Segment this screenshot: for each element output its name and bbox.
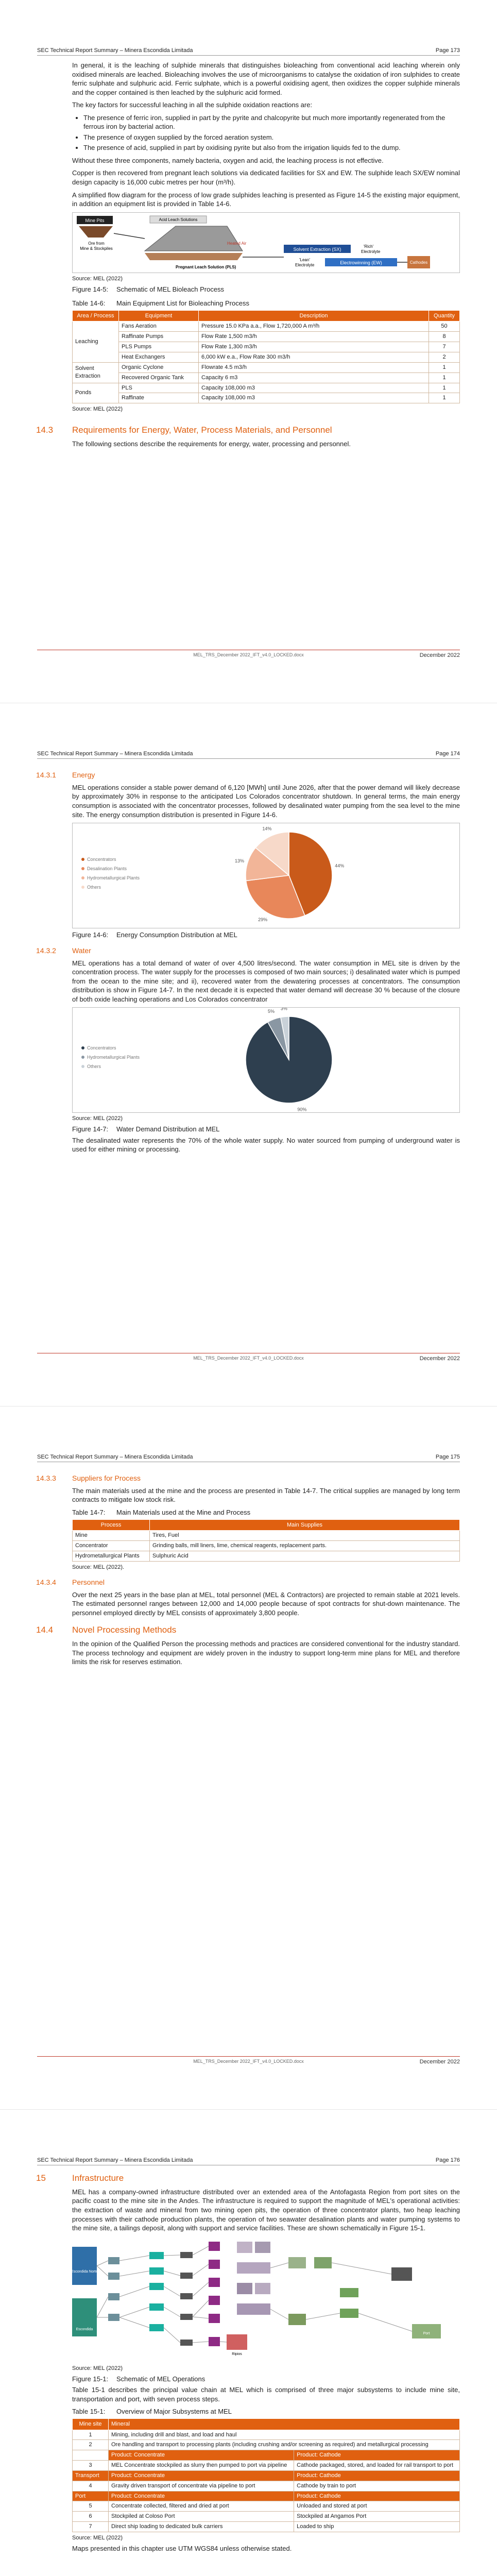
process-icons [108, 2257, 119, 2321]
paragraph: The main materials used at the mine and the process are presented in Table 14-7. The critical supplies are managed by long term contracts to mitigate low stock risk. [72, 1486, 460, 1504]
flow-line [193, 2246, 209, 2343]
figure-title: Schematic of MEL Operations [116, 2375, 205, 2383]
table-cell: Mining, including drill and blast, and load and haul [109, 2430, 460, 2440]
label-escondida: Escondida [76, 2327, 93, 2331]
legend-swatch [81, 858, 84, 861]
equipment-table [72, 310, 460, 404]
table-cell: Capacity 108,000 m3 [199, 383, 429, 393]
table-number: Table 14-6: [72, 299, 106, 308]
bullet-item: • The presence of acid, supplied in part by oxidising pyrite but also from the irrigation liquids fed to the dump. [83, 143, 460, 152]
table-row [73, 342, 460, 352]
figure-caption [72, 2375, 460, 2384]
ripios-image [227, 2334, 247, 2350]
label-pls: Pregnant Leach Solution (PLS) [176, 264, 236, 269]
table-cell: Organic Cyclone [119, 362, 199, 372]
image-escondida-norte [72, 2247, 97, 2285]
table-source: Source: MEL (2022) [72, 406, 123, 413]
figure-source: Source: MEL (2022) [72, 2365, 123, 2371]
subsystems-table [72, 2418, 460, 2532]
table-cell: Product: Cathode [294, 2450, 460, 2461]
process-icon [149, 2324, 164, 2331]
paragraph: In general, it is the leaching of sulphide minerals that distinguishes bioleaching from conventional acid leaching wherein only oxidised minerals are leached. Bioleaching involves the use of microorganisms to catalyse the oxidation of iron sulphides to create ferric sulphate and sulphuric acid. Ferric sulphate, which is a powerful oxidising agent, then oxidizes the copper sulphide minerals and the copper contained is then leached by the sulphuric acid formed. [72, 61, 460, 96]
table-row [73, 2501, 460, 2512]
page-176 [0, 2110, 497, 2576]
table-cell: Product: Concentrate [109, 2450, 294, 2461]
legend-swatch [81, 867, 84, 870]
table-cell: Capacity 6 m3 [199, 372, 429, 383]
subsection-heading [36, 1473, 460, 1483]
label-cathodes: Cathodes [409, 260, 428, 265]
plant-icon [209, 2296, 220, 2305]
table-header: Process [73, 1519, 150, 1531]
table-cell: Loaded to ship [294, 2522, 460, 2532]
figure-number: Figure 14-5: [72, 285, 109, 293]
table-number: Table 15-1: [72, 2408, 106, 2416]
subsection-heading [36, 946, 460, 956]
footer-filename: MEL_TRS_December 2022_IFT_v4.0_LOCKED.docx [193, 652, 304, 657]
page-175 [0, 1406, 497, 2109]
table-row [73, 2440, 460, 2450]
figure-source: Source: MEL (2022) [72, 1115, 123, 1122]
pie-data-label: 14% [262, 826, 272, 832]
table-cell: 1 [429, 362, 460, 372]
paragraph: The key factors for successful leaching in all the sulphide oxidation reactions are: [72, 101, 313, 109]
table-row [73, 2430, 460, 2440]
paragraph: Copper is then recovered from pregnant leach solutions via dedicated facilities for SX and EW. The sulphide leach SX/EW nominal design capacity is 16,000 cubic metres per hour (m³/h). [72, 169, 460, 187]
table-cell: Recovered Organic Tank [119, 372, 199, 383]
table-cell-area: Leaching [73, 321, 119, 362]
port-image [412, 2324, 441, 2338]
table-cell: Concentrator [73, 1541, 150, 1551]
table-cell: Port [73, 2491, 109, 2501]
header-title: SEC Technical Report Summary – Minera Escondida Limitada [37, 1454, 193, 1460]
table-caption [72, 2407, 460, 2416]
flow-line [220, 2263, 412, 2342]
label-port: Port [423, 2331, 430, 2335]
table-cell: 7 [429, 342, 460, 352]
process-icon [108, 2293, 119, 2300]
paragraph: Maps presented in this chapter use UTM WGS84 unless otherwise stated. [72, 2544, 292, 2552]
table-cell: 4 [73, 2481, 109, 2491]
footer-filename: MEL_TRS_December 2022_IFT_v4.0_LOCKED.docx [193, 1355, 304, 1361]
process-icon [149, 2252, 164, 2259]
table-cell: Cathode packaged, stored, and loaded for rail transport to port [294, 2461, 460, 2471]
energy-pie-chart [73, 823, 459, 928]
pie-data-label: 3% [280, 1008, 287, 1011]
plant-icon [209, 2242, 220, 2251]
table-cell: Product: Cathode [294, 2470, 460, 2481]
table-cell: 5 [73, 2501, 109, 2512]
table-cell: Gravity driven transport of concentrate via pipeline to port [109, 2481, 294, 2491]
figure-title: Schematic of MEL Bioleach Process [116, 285, 225, 293]
legend-entry: Concentrators [87, 1045, 116, 1051]
table-number: Table 14-7: [72, 1508, 106, 1516]
table-cell: 1 [429, 383, 460, 393]
pls-channel [145, 253, 243, 260]
table-cell: MEL Concentrate stockpiled as slurry then pumped to port via pipeline [109, 2461, 294, 2471]
page-number: Page 175 [435, 1454, 460, 1460]
facility-image [237, 2262, 270, 2274]
table-caption [72, 299, 460, 308]
figure-caption [72, 285, 460, 294]
table-cell: Flow Rate 1,500 m3/h [199, 332, 429, 342]
equipment-icon [180, 2340, 193, 2346]
legend-entry: Others [87, 1064, 101, 1070]
process-icon [149, 2267, 164, 2275]
table-header: Description [199, 310, 429, 321]
table-cell [73, 2450, 109, 2461]
table-cell: Tires, Fuel [150, 1531, 460, 1541]
pie-data-label: 13% [234, 858, 244, 864]
table-header: Mine site [73, 2418, 109, 2430]
table-cell: Hydrometallurgical Plants [73, 1551, 150, 1562]
section-title: Requirements for Energy, Water, Process Materials, and Personnel [72, 425, 332, 435]
equipment-icon [180, 2293, 193, 2299]
section-title: Infrastructure [72, 2173, 124, 2183]
table-cell: PLS [119, 383, 199, 393]
pie-data-label: 29% [258, 917, 268, 923]
label-escondida-norte: Escondida Norte [72, 2269, 98, 2274]
equipment-icon [180, 2314, 193, 2320]
table-cell: Sulphuric Acid [150, 1551, 460, 1562]
table-cell: Mine [73, 1531, 150, 1541]
header-title: SEC Technical Report Summary – Minera Escondida Limitada [37, 47, 193, 54]
table-row [73, 2450, 460, 2461]
legend-entry: Concentrators [87, 857, 116, 862]
energy-pie-figure [72, 823, 460, 928]
table-row [73, 2522, 460, 2532]
page-footer [37, 2056, 460, 2065]
pit-shape [79, 226, 113, 238]
table-cell: Product: Cathode [294, 2491, 460, 2501]
process-icon [108, 2257, 119, 2264]
subsection-number: 14.3.2 [36, 946, 56, 955]
table-cell-area: Solvent Extraction [73, 362, 119, 383]
table-cell: 1 [429, 393, 460, 403]
figure-title: Energy Consumption Distribution at MEL [116, 931, 237, 939]
label-ew: Electrowinning (EW) [340, 260, 382, 265]
table-cell: Raffinate [119, 393, 199, 403]
table-row [73, 1541, 460, 1551]
equipment-icon [180, 2252, 193, 2258]
bioleach-diagram [72, 212, 460, 273]
page-number: Page 176 [435, 2157, 460, 2163]
table-cell: Raffinate Pumps [119, 332, 199, 342]
equipment-icon [180, 2273, 193, 2279]
section-number: 14.4 [36, 1625, 54, 1635]
table-cell: Stockpiled at Coloso Port [109, 2512, 294, 2522]
process-icon [108, 2314, 119, 2321]
label-electrolyte: Electrolyte [361, 249, 381, 254]
table-cell: Flow Rate 1,300 m3/h [199, 342, 429, 352]
table-cell: Grinding balls, mill liners, lime, chemical reagents, replacement parts. [150, 1541, 460, 1551]
section-heading [36, 425, 460, 436]
paragraph: A simplified flow diagram for the process of low grade sulphides leaching is presented as Figure 14-5 the existing major equipment, in addition an equipment list is provided in Table 14-6. [72, 191, 460, 208]
section-number: 15 [36, 2173, 46, 2183]
subsection-title: Water [72, 946, 91, 955]
bullet-item: • The presence of oxygen supplied by the forced aeration system. [83, 133, 460, 142]
table-cell: 1 [429, 372, 460, 383]
arrow [114, 233, 145, 239]
page-header [37, 2157, 460, 2165]
subsection-number: 14.3.3 [36, 1474, 56, 1482]
page-footer [37, 1353, 460, 1362]
footer-date: December 2022 [419, 2059, 460, 2065]
table-cell: Stockpiled at Angamos Port [294, 2512, 460, 2522]
figure-number: Figure 15-1: [72, 2375, 109, 2383]
label-stockpiles: Mine & Stockpiles [80, 246, 113, 251]
facility-image [255, 2283, 270, 2294]
process-icon [149, 2303, 164, 2311]
label-sx: Solvent Extraction (SX) [293, 246, 341, 252]
subsection-title: Personnel [72, 1578, 105, 1586]
heap-shape [145, 226, 243, 251]
table-cell: Heat Exchangers [119, 352, 199, 362]
table-cell: 8 [429, 332, 460, 342]
table-header: Main Supplies [150, 1519, 460, 1531]
table-cell: 50 [429, 321, 460, 332]
table-header: Mineral [109, 2418, 460, 2430]
table-row [73, 1551, 460, 1562]
bullet-item: • The presence of ferric iron, supplied in part by the pyrite and chalcopyrite but much more importantly regenerated from the ferrous iron by bacterial action. [83, 113, 460, 131]
subsection-number: 14.3.4 [36, 1578, 56, 1586]
subsection-title: Energy [72, 771, 95, 779]
table-row [73, 2461, 460, 2471]
legend-swatch [81, 876, 84, 879]
plant-icon [209, 2337, 220, 2346]
table-row [73, 2470, 460, 2481]
water-pie-figure [72, 1007, 460, 1113]
label-electrolyte: Electrolyte [295, 262, 315, 267]
table-row [73, 2512, 460, 2522]
figure-number: Figure 14-7: [72, 1125, 109, 1133]
green-node [340, 2309, 358, 2318]
section-heading [36, 2173, 460, 2184]
label-rich: 'Rich' [364, 244, 374, 249]
table-header: Equipment [119, 310, 199, 321]
table-source: Source: MEL (2022). [72, 1564, 125, 1570]
table-row [73, 393, 460, 403]
table-cell: Capacity 108,000 m3 [199, 393, 429, 403]
green-node [340, 2288, 358, 2297]
table-caption [72, 1508, 460, 1517]
pie-data-label: 5% [267, 1009, 275, 1014]
table-title: Main Materials used at the Mine and Process [116, 1508, 251, 1516]
plant-icon [209, 2314, 220, 2323]
table-cell-area: Ponds [73, 383, 119, 403]
page-number: Page 173 [435, 47, 460, 54]
table-row [73, 352, 460, 362]
paragraph: The desalinated water represents the 70% of the whole water supply. No water sourced from pumping of underground water is used for either mining or processing. [72, 1136, 460, 1154]
footer-date: December 2022 [419, 1355, 460, 1362]
table-cell: Direct ship loading to dedicated bulk carriers [109, 2522, 294, 2532]
legend-entry: Desalination Plants [87, 866, 127, 872]
flow-line [97, 2261, 108, 2317]
label-ore-from: Ore from [88, 241, 105, 246]
page-173 [0, 0, 497, 703]
legend-entry: Others [87, 885, 101, 890]
facility-image [391, 2267, 412, 2281]
legend-swatch [81, 886, 84, 889]
teal-icons [149, 2252, 164, 2331]
table-cell: Flowrate 4.5 m3/h [199, 362, 429, 372]
table-cell: Transport [73, 2470, 109, 2481]
table-cell: 2 [429, 352, 460, 362]
table-cell: 1 [73, 2430, 109, 2440]
table-cell: Unloaded and stored at port [294, 2501, 460, 2512]
label-ripios: Ripios [232, 2352, 242, 2356]
table-row [73, 372, 460, 383]
figure-number: Figure 14-6: [72, 931, 109, 939]
flow-line [119, 2256, 149, 2328]
header-title: SEC Technical Report Summary – Minera Escondida Limitada [37, 2157, 193, 2163]
paragraph: MEL operations consider a stable power demand of 6,120 [MWh] until June 2026, after that the power demand will likely decrease by approximately 30% in response to the anticipated Los Colorados concentrator shutdown. In general terms, the main energy consumption is associated with the concentrator processes, followed by desalinated water pumping from the sea level to the mine site. The energy consumption distribution is presented in Figure 14-6. [72, 783, 460, 819]
table-cell: Product: Concentrate [109, 2470, 294, 2481]
paragraph: MEL has a company-owned infrastructure distributed over an extended area of the Antofagasta Region from port sites on the pacific coast to the mine site in the Andes. The infrastructure is required to support the magnitude of MEL's operational activities: the extraction of waste and mineral from two mining open pits, the operation of three concentrator plants, two heap leaching processes with their cathode production plants, the operation of two seawater desalination plants and water pumping systems to the mine site, a tailings deposit, along with support and service facilities. These are shown schematically in Figure 15-1. [72, 2188, 460, 2232]
table-cell: Product: Concentrate [109, 2491, 294, 2501]
process-icon [149, 2283, 164, 2290]
footer-date: December 2022 [419, 652, 460, 658]
pie-data-label: 44% [335, 863, 345, 869]
table-cell: 6,000 kW e.a., Flow Rate 300 m3/h [199, 352, 429, 362]
table-cell: Concentrate collected, filtered and dried at port [109, 2501, 294, 2512]
water-pie-chart [73, 1008, 459, 1112]
section-title: Novel Processing Methods [72, 1625, 177, 1635]
table-cell: 7 [73, 2522, 109, 2532]
legend-swatch [81, 1046, 84, 1049]
subsection-number: 14.3.1 [36, 771, 56, 779]
page-174 [0, 703, 497, 1406]
table-cell: 6 [73, 2512, 109, 2522]
operations-schematic [72, 2236, 460, 2363]
legend-swatch [81, 1056, 84, 1059]
facility-image [255, 2242, 270, 2253]
header-title: SEC Technical Report Summary – Minera Escondida Limitada [37, 751, 193, 757]
label-acid-leach: Acid Leach Solutions [159, 217, 198, 222]
facility-image [288, 2257, 306, 2268]
page-header [37, 751, 460, 759]
label-mine-pits: Mine Pits [85, 217, 105, 223]
paragraph: The following sections describe the requirements for energy, water, processing and personnel. [72, 439, 351, 448]
paragraph: Table 15-1 describes the principal value chain at MEL which is comprised of three major subsystems to include mine site, transportation and port, with seven process steps. [72, 2386, 460, 2403]
paragraph: Over the next 25 years in the base plan at MEL, total personnel (MEL & Contractors) are projected to remain stable at 2021 levels. The estimated personnel ranges between 12,000 and 14,000 people because of spot contracts for shut-down maintenance. The personnel employed directly by MEL consists of approximately 3,800 people. [72, 1590, 460, 1617]
table-cell: Fans Aeration [119, 321, 199, 332]
table-cell: PLS Pumps [119, 342, 199, 352]
figure-source: Source: MEL (2022) [72, 275, 123, 282]
table-title: Overview of Major Subsystems at MEL [116, 2408, 232, 2416]
table-row [73, 332, 460, 342]
table-header: Quantity [429, 310, 460, 321]
table-row [73, 2491, 460, 2501]
subsection-heading [36, 1578, 460, 1587]
footer-filename: MEL_TRS_December 2022_IFT_v4.0_LOCKED.docx [193, 2059, 304, 2064]
subsection-title: Suppliers for Process [72, 1474, 141, 1482]
label-heated-air: Heated Air [227, 241, 247, 246]
facility-image [314, 2257, 332, 2268]
paragraph: MEL operations has a total demand of water of over 4,500 litres/second. The water consumption in MEL site is driven by the concentration process. The water supply for the processes is composed of two main sources; i) desalinated water which is pumped from the ocean to the mine site; and ii), recovered water from the dewatering processes at concentrators. The consumption distribution is show in Figure 14-7. In the next decade it is expected that water demand will decrease 30 % because of the closure of both oxide leaching operations and Los Colorados concentrator [72, 959, 460, 1003]
plant-icons [209, 2242, 220, 2346]
table-row [73, 321, 460, 332]
facility-image [288, 2314, 306, 2325]
plant-icon [209, 2260, 220, 2269]
table-cell: Ore handling and transport to processing plants (including crushing and/or screening as required) and metallurgical processing [109, 2440, 460, 2450]
table-row [73, 2481, 460, 2491]
bullet-list [83, 113, 460, 152]
paragraph: In the opinion of the Qualified Person the processing methods and practices are considered conventional for the industry standard. The process technology and equipment are widely proven in the industry to support long-term mine plans for MEL and therefore limits the risk for reserves estimation. [72, 1640, 460, 1666]
table-cell: Pressure 15.0 KPa a.a., Flow 1,720,000 A m³/h [199, 321, 429, 332]
legend-swatch [81, 1065, 84, 1068]
table-header: Area / Process [73, 310, 119, 321]
label-lean: 'Lean' [299, 257, 310, 262]
table-cell: 3 [73, 2461, 109, 2471]
process-icon [108, 2273, 119, 2280]
page-footer [37, 650, 460, 659]
legend-entry: Hydrometallurgical Plants [87, 875, 140, 881]
paragraph: Without these three components, namely bacteria, oxygen and acid, the leaching process is not effective. [72, 156, 384, 164]
table-row [73, 383, 460, 393]
facility-image [237, 2242, 252, 2253]
pie-data-label: 90% [297, 1107, 307, 1112]
flow-line [164, 2255, 180, 2343]
page-header [37, 47, 460, 56]
equipment-icons [180, 2252, 193, 2346]
flow-lines [97, 2246, 412, 2343]
materials-table [72, 1519, 460, 1562]
table-row [73, 1531, 460, 1541]
section-heading [36, 1624, 460, 1636]
section-number: 14.3 [36, 425, 54, 435]
page-header [37, 1454, 460, 1462]
table-source: Source: MEL (2022) [72, 2534, 123, 2541]
table-cell: Cathode by train to port [294, 2481, 460, 2491]
table-row [73, 362, 460, 372]
subsection-heading [36, 770, 460, 780]
table-cell: 2 [73, 2440, 109, 2450]
facility-image [237, 2303, 270, 2315]
figure-title: Water Demand Distribution at MEL [116, 1125, 220, 1133]
figure-caption [72, 930, 460, 940]
plant-icon [209, 2278, 220, 2287]
legend-entry: Hydrometallurgical Plants [87, 1055, 140, 1060]
table-title: Main Equipment List for Bioleaching Process [116, 299, 249, 308]
figure-caption [72, 1125, 460, 1134]
page-number: Page 174 [435, 751, 460, 757]
facility-image [237, 2283, 252, 2294]
